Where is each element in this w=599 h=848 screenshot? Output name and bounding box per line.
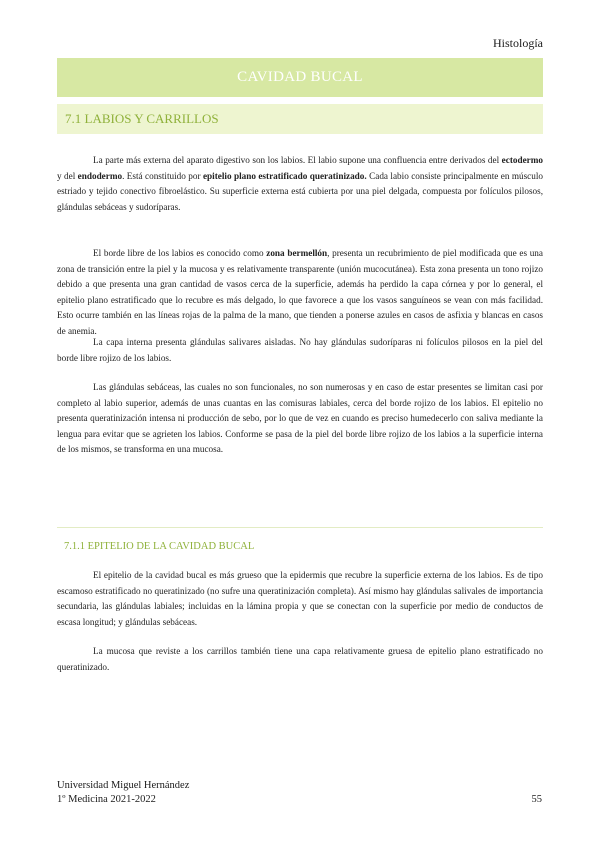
chapter-title-banner bbox=[57, 58, 543, 97]
paragraph-mucosa-carrillos bbox=[57, 644, 543, 675]
p1-text-1: La parte más externa del aparato digestivo son los labios. El labio supone una confluencia entre derivados del bbox=[93, 155, 502, 165]
paragraph-capa-interna bbox=[57, 335, 543, 366]
header-subject: Histología bbox=[493, 36, 543, 50]
p1-text-2: y del bbox=[57, 170, 78, 181]
p5-text: El epitelio de la cavidad bucal es más grueso que la epidermis que recubre la superficie externa de los labios. Es de tipo escamoso estratificado no queratinizado (no sufre una queratinización completa). Así mismo hay glándulas salivales de importancia secundaria, las glándulas labiales; incluidas en la lámina propia y que se conectan con la superficie por medio de conductos de escasa longitud; y glándulas sebáceas. bbox=[57, 570, 543, 627]
chapter-title: CAVIDAD BUCAL bbox=[237, 69, 363, 85]
term-endodermo: endodermo bbox=[77, 170, 123, 181]
subsection-title: 7.1.1 EPITELIO DE LA CAVIDAD BUCAL bbox=[64, 541, 255, 552]
term-epitelio-queratinizado: epitelio plano estratificado queratinizado. bbox=[202, 170, 367, 181]
footer-university: Universidad Miguel Hernández bbox=[57, 780, 190, 791]
footer-course: 1º Medicina 2021-2022 bbox=[57, 794, 156, 805]
paragraph-lips-origin bbox=[57, 153, 543, 215]
term-ectodermo: ectodermo bbox=[501, 155, 543, 165]
page-number: 55 bbox=[531, 794, 542, 805]
p4-text: Las glándulas sebáceas, las cuales no son funcionales, no son numerosas y en caso de estar presentes se limitan casi por completo al labio superior, además de unas cuantas en las comisuras labiales, cerca del borde rojizo de los labios. El epitelio no presenta queratinización intensa ni producción de sebo, por lo que de vez en cuando es preciso humedecerlo con saliva mediante la lengua para evitar que se agrieten los labios. Conforme se pasa de la piel del borde libre rojizo de los labios a la superficie interna de los mismos, se transforma en una mucosa. bbox=[57, 382, 543, 455]
paragraph-zona-bermellon bbox=[57, 246, 543, 340]
section-title: 7.1 LABIOS Y CARRILLOS bbox=[65, 111, 219, 126]
p3-text: La capa interna presenta glándulas salivares aisladas. No hay glándulas sudoríparas ni folículos pilosos en la piel del borde libre rojizo de los labios. bbox=[57, 337, 543, 363]
p2-text-2: , presenta un recubrimiento de piel modificada que es una zona de transición entre la piel y la mucosa y es relativamente transparente (unión mucocutánea). Esta zona presenta un tono rojizo debido a que presenta una gran cantidad de vasos cerca de la superficie, además ha perdido la capa córnea y por lo general, el epitelio plano estratificado que lo recubre es más delgado, lo que favorece a que los vasos sanguíneos se vean con más facilidad. Esto ocurre también en las líneas rojas de la palma de la mano, que tienden a ponerse azules en casos de asfixia y blancas en casos de anemia. bbox=[57, 248, 543, 336]
section-heading-bar bbox=[57, 104, 543, 134]
term-zona-bermellon: zona bermellón bbox=[266, 248, 328, 258]
paragraph-epitelio-cavidad bbox=[57, 568, 543, 630]
p1-text-3: . Está constituido por bbox=[122, 170, 203, 181]
p2-text-1: El borde libre de los labios es conocido como bbox=[93, 248, 267, 258]
section-divider bbox=[57, 527, 543, 528]
p6-text: La mucosa que reviste a los carrillos también tiene una capa relativamente gruesa de epitelio plano estratificado no queratinizado. bbox=[57, 646, 543, 672]
p1-text-4: Cada labio consiste principalmente en músculo estriado y tejido conectivo fibroelástico. Su superficie externa está cubierta por una piel delgada, compuesta por folículos pilosos, glándulas sebáceas y sudoríparas. bbox=[57, 170, 543, 212]
paragraph-glandulas-sebaceas bbox=[57, 380, 543, 458]
